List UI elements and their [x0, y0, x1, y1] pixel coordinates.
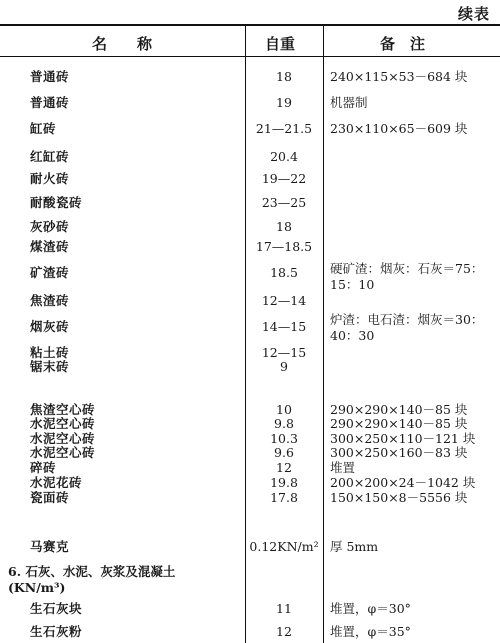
- material-name: 耐酸瓷砖: [30, 195, 83, 210]
- section-heading-unit: (KN/m³): [8, 580, 66, 595]
- remark-continued: 15：10: [330, 277, 375, 292]
- remark: 200×200×24－1042 块: [330, 475, 476, 490]
- remark-continued: 40：30: [330, 328, 375, 343]
- unit-weight: 19.8: [270, 475, 298, 490]
- remark: 230×110×65－609 块: [330, 121, 468, 136]
- material-name: 水泥花砖: [30, 475, 83, 490]
- unit-weight: 14—15: [261, 319, 307, 334]
- unit-weight: 18: [276, 69, 292, 84]
- unit-weight: 19: [276, 95, 292, 110]
- unit-weight: 10: [276, 402, 292, 417]
- material-name: 焦渣空心砖: [30, 402, 96, 417]
- remark: 堆置，φ＝35°: [330, 624, 411, 639]
- remark: 堆置，φ＝30°: [330, 601, 411, 616]
- unit-weight: 12: [276, 460, 292, 475]
- material-name: 瓷面砖: [30, 490, 70, 505]
- material-name: 生石灰粉: [30, 624, 83, 639]
- top-rule: [0, 24, 500, 26]
- remark: 厚 5mm: [330, 539, 379, 554]
- unit-weight: 9.6: [274, 445, 294, 460]
- remark: 240×115×53－684 块: [330, 69, 468, 84]
- unit-weight: 9.8: [274, 416, 294, 431]
- section-heading: 6. 石灰、水泥、灰浆及混凝土: [8, 564, 176, 579]
- remark: 堆置: [330, 460, 356, 475]
- table-caption: 续表: [457, 5, 490, 23]
- material-name: 焦渣砖: [30, 293, 70, 308]
- remark: 150×150×8－5556 块: [330, 490, 468, 505]
- unit-weight: 17—18.5: [255, 239, 313, 254]
- material-name: 矿渣砖: [30, 265, 70, 280]
- remark: 硬矿渣：烟灰：石灰＝75：: [330, 261, 484, 276]
- remark: 290×290×140－85 块: [330, 402, 468, 417]
- material-name: 普通砖: [30, 69, 70, 84]
- material-name: 锯末砖: [30, 359, 70, 374]
- material-name: 生石灰块: [30, 601, 83, 616]
- material-name: 水泥空心砖: [30, 431, 96, 446]
- unit-weight: 12: [276, 624, 292, 639]
- material-name: 红缸砖: [30, 149, 70, 164]
- unit-weight: 0.12KN/m²: [249, 539, 319, 554]
- unit-weight: 19—22: [261, 171, 307, 186]
- material-name: 碎砖: [30, 460, 57, 475]
- unit-weight: 12—14: [261, 293, 307, 308]
- material-name: 水泥空心砖: [30, 445, 96, 460]
- material-name: 缸砖: [30, 121, 57, 136]
- material-name: 灰砂砖: [30, 219, 70, 234]
- remark: 炉渣：电石渣：烟灰＝30：: [330, 312, 484, 327]
- material-name: 水泥空心砖: [30, 416, 96, 431]
- header-weight: 自重: [265, 35, 296, 53]
- unit-weight: 23—25: [261, 195, 307, 210]
- header-rule: [0, 56, 500, 57]
- remark: 290×290×140－85 块: [330, 416, 468, 431]
- material-name: 马赛克: [30, 539, 70, 554]
- material-name: 煤渣砖: [30, 239, 70, 254]
- unit-weight: 18: [276, 219, 292, 234]
- header-note: 备 注: [380, 35, 426, 53]
- unit-weight: 18.5: [270, 265, 298, 280]
- unit-weight: 21—21.5: [255, 121, 313, 136]
- unit-weight: 10.3: [270, 431, 298, 446]
- material-name: 粘土砖: [30, 345, 70, 360]
- unit-weight: 20.4: [270, 149, 298, 164]
- remark: 300×250×110－121 块: [330, 431, 476, 446]
- remark: 300×250×160－83 块: [330, 445, 468, 460]
- column-divider: [323, 24, 324, 643]
- unit-weight: 12—15: [261, 345, 307, 360]
- unit-weight: 9: [280, 359, 288, 374]
- unit-weight: 17.8: [270, 490, 298, 505]
- remark: 机器制: [330, 95, 368, 110]
- header-name: 名 称: [92, 35, 153, 53]
- material-name: 普通砖: [30, 95, 70, 110]
- material-name: 耐火砖: [30, 171, 70, 186]
- material-name: 烟灰砖: [30, 319, 70, 334]
- unit-weight: 11: [276, 601, 292, 616]
